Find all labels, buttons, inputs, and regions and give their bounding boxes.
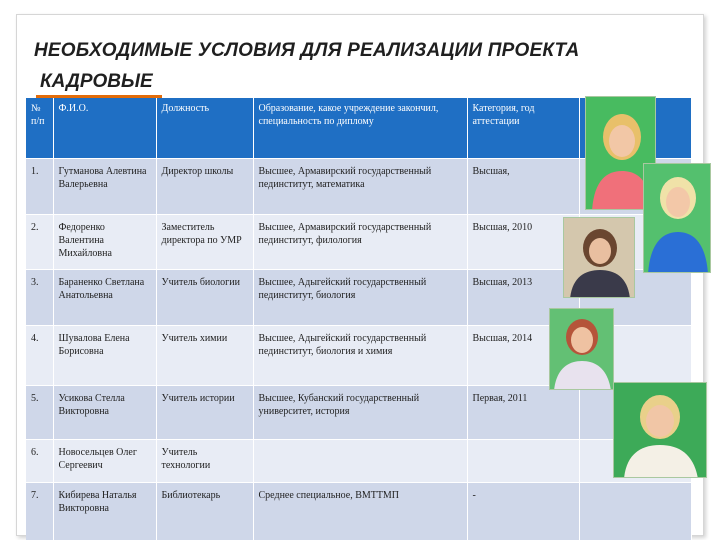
person-silhouette-icon	[564, 218, 635, 298]
cell-category: Высшая, 2014	[467, 325, 579, 385]
cell-name: Шувалова Елена Борисовна	[53, 325, 156, 385]
cell-education: Высшее, Армавирский государственный пединститут, математика	[253, 158, 467, 214]
cell-num: 4.	[26, 325, 53, 385]
cell-education: Высшее, Армавирский государственный пединститут, филология	[253, 214, 467, 269]
cell-education: Высшее, Кубанский государственный университет, история	[253, 385, 467, 439]
portrait-photo-2	[643, 163, 711, 273]
cell-position: Заместитель директора по УМР	[156, 214, 253, 269]
portrait-photo-5	[613, 382, 707, 478]
cell-num: 1.	[26, 158, 53, 214]
cell-name: Гутманова Алевтина Валерьевна	[53, 158, 156, 214]
table-row	[26, 482, 691, 540]
table-row	[26, 439, 691, 482]
cell-category	[467, 439, 579, 482]
person-silhouette-icon	[550, 309, 614, 390]
header-num: № п/п	[26, 98, 53, 158]
cell-category: Высшая, 2013	[467, 269, 579, 325]
cell-education: Высшее, Адыгейский государственный пединститут, биология	[253, 269, 467, 325]
cell-position: Учитель химии	[156, 325, 253, 385]
person-silhouette-icon	[644, 164, 711, 273]
person-silhouette-icon	[614, 383, 707, 478]
cell-position: Учитель технологии	[156, 439, 253, 482]
cell-num: 5.	[26, 385, 53, 439]
cell-position: Учитель истории	[156, 385, 253, 439]
cell-category: -	[467, 482, 579, 540]
cell-position: Учитель биологии	[156, 269, 253, 325]
header-position: Должность	[156, 98, 253, 158]
cell-num: 3.	[26, 269, 53, 325]
slide-title: НЕОБХОДИМЫЕ УСЛОВИЯ ДЛЯ РЕАЛИЗАЦИИ ПРОЕКТА	[34, 40, 580, 61]
header-category: Категория, год аттестации	[467, 98, 579, 158]
cell-name: Усикова Стелла Викторовна	[53, 385, 156, 439]
cell-name: Кибирева Наталья Викторовна	[53, 482, 156, 540]
portrait-photo-3	[563, 217, 635, 298]
cell-num: 2.	[26, 214, 53, 269]
slide-subtitle: КАДРОВЫЕ	[40, 71, 153, 92]
cell-category: Высшая,	[467, 158, 579, 214]
cell-position: Библиотекарь	[156, 482, 253, 540]
cell-education: Среднее специальное, ВМТТМП	[253, 482, 467, 540]
cell-name: Новосельцев Олег Сергеевич	[53, 439, 156, 482]
portrait-photo-4	[549, 308, 614, 390]
cell-education: Высшее, Адыгейский государственный пединститут, биология и химия	[253, 325, 467, 385]
cell-position: Директор школы	[156, 158, 253, 214]
cell-category: Первая, 2011	[467, 385, 579, 439]
table-row	[26, 385, 691, 439]
cell-num: 7.	[26, 482, 53, 540]
header-name: Ф.И.О.	[53, 98, 156, 158]
cell-name: Бараненко Светлана Анатольевна	[53, 269, 156, 325]
cell-category: Высшая, 2010	[467, 214, 579, 269]
cell-education	[253, 439, 467, 482]
cell-photo	[579, 482, 691, 540]
cell-name: Федоренко Валентина Михайловна	[53, 214, 156, 269]
cell-num: 6.	[26, 439, 53, 482]
header-education: Образование, какое учреждение закончил, специальность по диплому	[253, 98, 467, 158]
